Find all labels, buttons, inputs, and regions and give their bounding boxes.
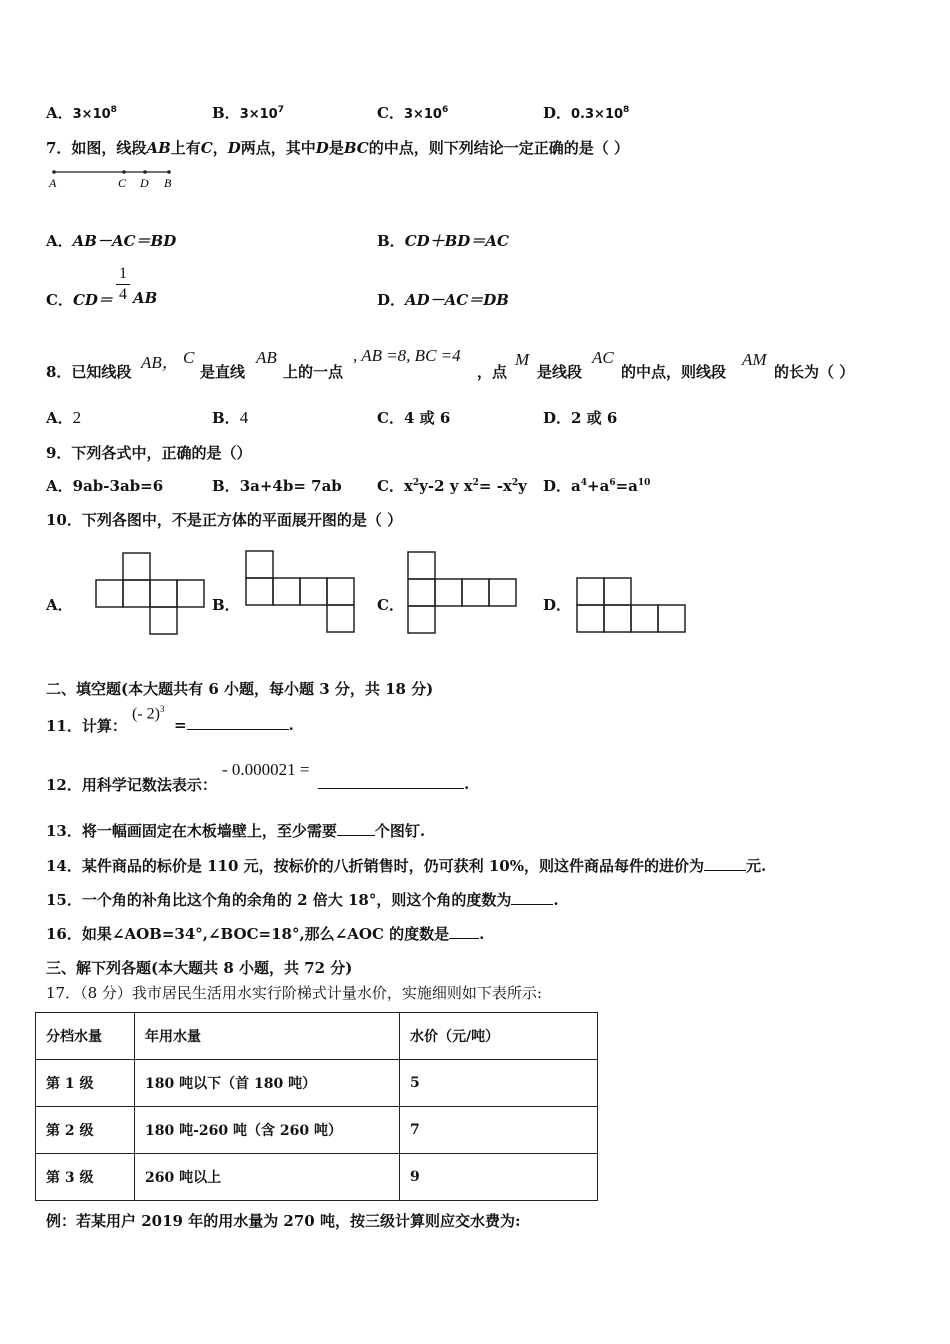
table-cell: 5 bbox=[400, 1060, 598, 1107]
q7-stem: 7．如图，线段AB上有C，D两点，其中D是BC的中点，则下列结论一定正确的是（ ） bbox=[46, 139, 629, 157]
q9-stem: 9．下列各式中，正确的是（） bbox=[46, 444, 252, 462]
q12-blank bbox=[318, 774, 464, 789]
table-cell: 180 吨-260 吨（含 260 吨） bbox=[135, 1107, 400, 1154]
q7-option-c-suffix: AB bbox=[133, 289, 158, 307]
q11-math: (- 2)$^3$ bbox=[132, 704, 165, 723]
point-d-dot bbox=[143, 170, 147, 174]
point-c-label: C bbox=[118, 176, 127, 190]
table-cell: 第 2 级 bbox=[36, 1107, 135, 1154]
point-b-label: B bbox=[164, 176, 172, 190]
q11-answer: = . bbox=[174, 716, 294, 734]
q13-blank bbox=[337, 821, 375, 836]
q8-math-ab: AB， bbox=[141, 353, 179, 372]
q8-option-d: D．2 或 6 bbox=[543, 409, 618, 427]
q11-blank bbox=[187, 715, 289, 730]
q8-math-ac: AC bbox=[592, 348, 614, 367]
point-b-dot bbox=[167, 170, 171, 174]
table-cell: 第 3 级 bbox=[36, 1154, 135, 1201]
table-header-cell: 水价（元/吨） bbox=[400, 1013, 598, 1060]
q7-option-c: C．CD＝ bbox=[46, 291, 113, 309]
q6-option-b: B．$3\times 10^7$ bbox=[212, 104, 284, 122]
q8-option-a: A．2 bbox=[46, 408, 82, 427]
q10-label-c: C． bbox=[377, 596, 404, 614]
q6-option-a: A．$3\times 10^8$ bbox=[46, 104, 117, 122]
section-2-heading: 二、填空题(本大题共有 6 小题，每小题 3 分，共 18 分) bbox=[46, 680, 434, 698]
net-figure-d bbox=[575, 576, 687, 636]
q8-text-5: 是线段 bbox=[537, 363, 583, 381]
point-a-label: A bbox=[49, 176, 57, 190]
table-row bbox=[36, 1107, 598, 1154]
net-figure-a bbox=[95, 552, 207, 637]
q12-text: 12．用科学记数法表示： bbox=[46, 776, 217, 794]
q10-label-b: B． bbox=[212, 596, 240, 614]
water-price-table bbox=[35, 1012, 598, 1201]
q11-text: 11．计算： bbox=[46, 717, 127, 735]
q17-example: 例：若某用户 2019 年的用水量为 270 吨，按三级计算则应交水费为: bbox=[46, 1212, 521, 1230]
q9-option-d: D．$a^4+a^6=a^{10}$ bbox=[543, 477, 651, 495]
q8-text-4: ，点 bbox=[477, 363, 508, 381]
q14: 14．某件商品的标价是 110 元，按标价的八折销售时，仍可获利 10%，则这件商品每件的进价为 元. bbox=[46, 857, 767, 875]
q14-blank bbox=[704, 856, 746, 871]
table-cell: 260 吨以上 bbox=[135, 1154, 400, 1201]
q10-label-a: A． bbox=[46, 596, 73, 614]
q10-label-d: D． bbox=[543, 596, 572, 614]
q7-option-b: B．CD＋BD＝AC bbox=[377, 232, 509, 250]
q10-stem: 10．下列各图中，不是正方体的平面展开图的是（ ） bbox=[46, 511, 403, 529]
q9-option-c: C．$x^2y-2$ y $x^2= -x^2y$ bbox=[377, 477, 527, 495]
table-cell: 第 1 级 bbox=[36, 1060, 135, 1107]
q9-option-a: A．9ab-3ab=6 bbox=[46, 477, 164, 495]
q12-math: - 0.000021 = bbox=[222, 760, 310, 779]
section-3-heading: 三、解下列各题(本大题共 8 小题，共 72 分) bbox=[46, 959, 353, 977]
q7-option-a: A．AB－AC＝BD bbox=[46, 232, 177, 250]
q8-math-m: M bbox=[515, 350, 530, 369]
q8-text-3: 上的一点 bbox=[283, 363, 344, 381]
q16-blank bbox=[449, 924, 479, 939]
point-c-dot bbox=[122, 170, 126, 174]
q8-math-lengths: , AB =8, BC =4 bbox=[353, 346, 461, 365]
q15-blank bbox=[511, 890, 553, 905]
table-cell: 7 bbox=[400, 1107, 598, 1154]
q7-option-d: D．AD－AC＝DB bbox=[377, 291, 509, 309]
q6-option-c: C．$3\times 10^6$ bbox=[377, 104, 449, 122]
table-header-cell: 分档水量 bbox=[36, 1013, 135, 1060]
q8-text-7: 的长为（ ） bbox=[774, 363, 855, 381]
fraction-one-quarter: 1 4 bbox=[116, 264, 130, 305]
point-a-dot bbox=[52, 170, 56, 174]
q8-option-b: B．4 bbox=[212, 408, 249, 427]
q8-text-6: 的中点，则线段 bbox=[621, 363, 727, 381]
table-row bbox=[36, 1060, 598, 1107]
q13: 13．将一幅画固定在木板墙壁上，至少需要 个图钉. bbox=[46, 822, 426, 840]
q8-math-c: C bbox=[183, 348, 195, 367]
q16: 16．如果∠AOB=34°,∠BOC=18°,那么∠AOC 的度数是 . bbox=[46, 925, 485, 943]
table-header-cell: 年用水量 bbox=[135, 1013, 400, 1060]
table-row bbox=[36, 1154, 598, 1201]
q6-option-d: D．$0.3\times 10^8$ bbox=[543, 104, 630, 122]
q8-option-c: C．4 或 6 bbox=[377, 409, 451, 427]
table-cell: 180 吨以下（首 180 吨） bbox=[135, 1060, 400, 1107]
table-cell: 9 bbox=[400, 1154, 598, 1201]
q17-stem: 17．（8 分）我市居民生活用水实行阶梯式计量水价，实施细则如下表所示: bbox=[46, 984, 542, 1002]
q8-text-2: 是直线 bbox=[200, 363, 246, 381]
net-figure-c bbox=[407, 551, 519, 636]
net-figure-b bbox=[245, 550, 357, 635]
q15: 15．一个角的补角比这个角的余角的 2 倍大 18°，则这个角的度数为 . bbox=[46, 891, 559, 909]
table-header-row bbox=[36, 1013, 598, 1060]
q8-math-ab2: AB bbox=[256, 348, 277, 367]
q9-option-b: B．3a+4b= 7ab bbox=[212, 477, 342, 495]
point-d-label: D bbox=[140, 176, 149, 190]
q8-math-am: AM bbox=[742, 350, 767, 369]
segment-figure bbox=[44, 164, 184, 194]
q8-num: 8．已知线段 bbox=[46, 363, 132, 381]
q12-answer: . bbox=[318, 774, 469, 793]
